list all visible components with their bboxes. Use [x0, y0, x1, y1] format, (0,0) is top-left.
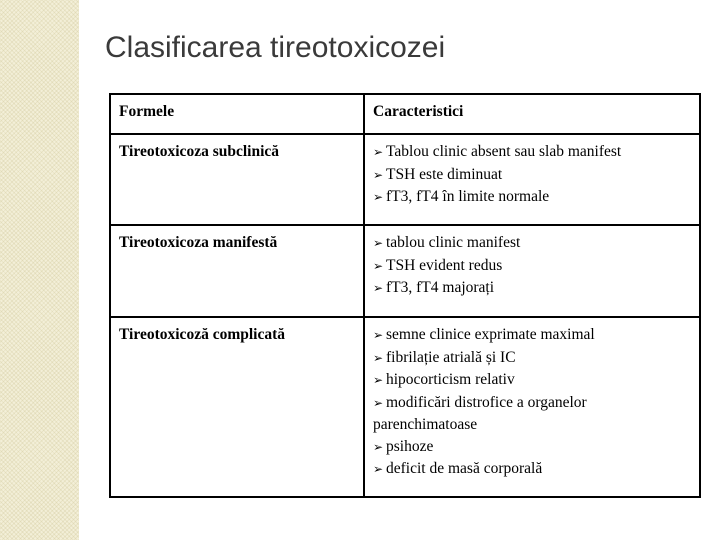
slide-title: Clasificarea tireotoxicozei: [105, 31, 446, 64]
arrow-bullet-icon: ➢: [373, 373, 384, 387]
characteristic-item: ➢ psihoze: [373, 436, 691, 459]
arrow-bullet-icon: ➢: [373, 258, 384, 273]
characteristic-item: ➢ deficit de masă corporală: [373, 458, 691, 481]
arrow-bullet-icon: ➢: [373, 145, 384, 159]
decorative-side-band: [0, 0, 79, 540]
characteristic-item: ➢ fT3, fT4 în limite normale: [373, 186, 691, 209]
arrow-bullet-icon: ➢: [373, 328, 384, 342]
arrow-bullet-icon: ➢: [373, 395, 384, 410]
characteristic-item: ➢ modificări distrofice a organelor parenchimatoase: [373, 393, 587, 433]
arrow-bullet-icon: ➢: [373, 462, 384, 476]
form-name: Tireotoxicoza manifestă: [110, 225, 364, 317]
arrow-bullet-icon: ➢: [373, 190, 384, 204]
characteristic-item: ➢ semne clinice exprimate maximal: [373, 324, 691, 347]
form-name: Tireotoxicoză complicată: [110, 317, 364, 497]
table-header-row: [110, 94, 700, 134]
characteristic-item: ➢ fT3, fT4 majorați: [373, 277, 691, 300]
characteristic-item: ➢ hipocorticism relativ: [373, 369, 691, 392]
classification-table: [109, 93, 701, 498]
characteristic-item: ➢ Tablou clinic absent sau slab manifest: [373, 141, 691, 164]
table-row: [110, 225, 700, 317]
header-characteristics: Caracteristici: [364, 94, 700, 134]
header-forms: Formele: [110, 94, 364, 134]
characteristic-item: ➢ TSH este diminuat: [373, 164, 691, 187]
characteristic-item: ➢ fibrilație atrială și IC: [373, 347, 691, 370]
characteristic-item: ➢ TSH evident redus: [373, 255, 691, 278]
characteristics-cell: [364, 134, 700, 225]
table-row: [110, 317, 700, 497]
characteristics-cell: [364, 317, 700, 497]
arrow-bullet-icon: ➢: [373, 281, 384, 295]
characteristic-item: ➢ tablou clinic manifest: [373, 232, 691, 255]
arrow-bullet-icon: ➢: [373, 236, 384, 250]
arrow-bullet-icon: ➢: [373, 167, 384, 182]
characteristics-cell: [364, 225, 700, 317]
arrow-bullet-icon: ➢: [373, 439, 384, 454]
table-row: [110, 134, 700, 225]
arrow-bullet-icon: ➢: [373, 350, 384, 365]
form-name: Tireotoxicoza subclinică: [110, 134, 364, 225]
